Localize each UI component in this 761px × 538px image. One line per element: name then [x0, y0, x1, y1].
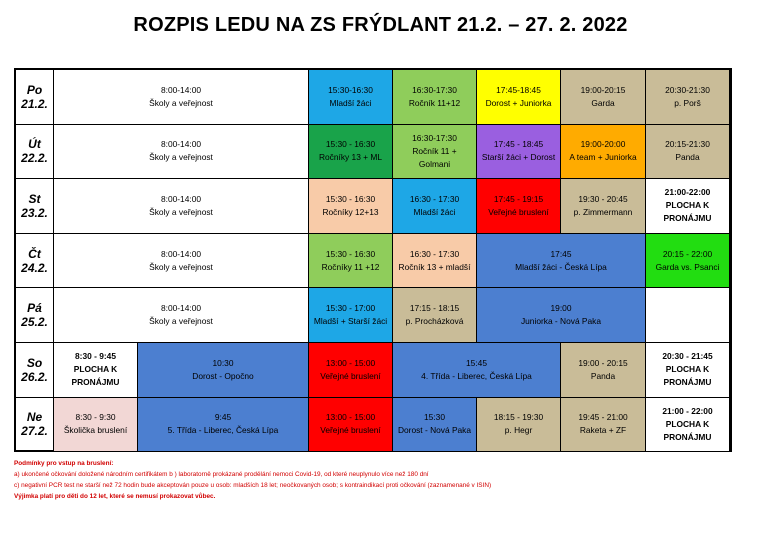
event-label: p. Hegr: [504, 425, 533, 436]
event-time: 19:30 - 20:45: [578, 193, 628, 204]
event-label: 5. Třída - Liberec, Česká Lípa: [167, 425, 279, 436]
day-header: [16, 125, 54, 180]
event-time: 21:00 - 22:00: [662, 405, 713, 416]
event-label-line2: PRONÁJMU: [663, 377, 712, 388]
event-label: Školy a veřejnost: [149, 97, 213, 108]
event-cell: [646, 398, 730, 453]
event-label: Školy a veřejnost: [149, 316, 213, 327]
event-label: PLOCHA K: [665, 364, 710, 375]
event-time: 17:45: [550, 248, 572, 259]
event-label: Mladší žáci - Česká Lípa: [515, 261, 607, 272]
event-cell: [646, 70, 730, 125]
notes-line-1: a) ukončené očkování doložené národním certifikátem b ) laboratorně prokázané prodělání nemoci Covid-19, od které neuplynulo více než 180 dní: [14, 471, 429, 478]
schedule-grid: [14, 68, 732, 452]
event-label: PLOCHA K: [665, 200, 710, 211]
event-label: Veřejné bruslení: [320, 425, 381, 436]
event-time: 8:00-14:00: [160, 193, 202, 204]
event-time: 21:00-22:00: [664, 187, 711, 198]
event-cell: [393, 234, 477, 289]
event-time: 20:15 - 22:00: [662, 248, 713, 259]
event-cell: [561, 125, 646, 180]
event-cell: [393, 343, 561, 398]
event-cell: [561, 398, 646, 453]
event-cell: [393, 179, 477, 234]
event-cell: [393, 70, 477, 125]
day-date: 25.2.: [21, 315, 48, 330]
event-time: 8:30 - 9:30: [75, 412, 116, 423]
event-label: Mladší + Starší žáci: [313, 316, 388, 327]
event-time: 16:30-17:30: [412, 132, 457, 143]
event-time: 8:30 - 9:45: [75, 351, 116, 362]
event-cell: [477, 125, 561, 180]
event-time: 15:30 - 16:30: [325, 193, 376, 204]
event-cell: [54, 125, 309, 180]
event-time: 13:00 - 15:00: [325, 412, 376, 423]
event-label: Školy a veřejnost: [149, 152, 213, 163]
event-time: 17:45 - 18:45: [493, 139, 544, 150]
event-label: Panda: [590, 370, 616, 381]
day-name: Út: [28, 137, 41, 152]
event-label: Starší žáci + Dorost: [481, 152, 556, 163]
event-label: p. Procházková: [405, 316, 464, 327]
event-time: 15:45: [466, 357, 487, 368]
event-label-line2: PRONÁJMU: [663, 213, 712, 224]
event-label: Dorost + Juniorka: [485, 97, 552, 108]
event-cell: [309, 179, 393, 234]
event-label: Panda: [675, 152, 700, 163]
day-date: 22.2.: [21, 151, 48, 166]
event-label: Školy a veřejnost: [149, 206, 213, 217]
day-header: [16, 70, 54, 125]
event-time: 16:30-17:30: [412, 84, 457, 95]
day-name: So: [26, 355, 43, 370]
conditions-notes: [14, 458, 744, 502]
event-cell: [54, 343, 138, 398]
event-cell: [138, 343, 309, 398]
event-time: 17:45-18:45: [496, 84, 541, 95]
event-label: Dorost - Opočno: [192, 370, 254, 381]
event-cell: [138, 398, 309, 453]
event-label: Ročník 11 +: [412, 145, 457, 156]
event-cell: [309, 398, 393, 453]
event-label: Juniorka - Nová Paka: [520, 316, 602, 327]
event-label: 4. Třída - Liberec, Česká Lípa: [421, 370, 532, 381]
event-cell: [477, 234, 646, 289]
event-time: 15:30 - 16:30: [325, 139, 376, 150]
event-time: 15:30-16:30: [328, 84, 373, 95]
event-time: 8:00-14:00: [160, 84, 202, 95]
event-time: 16:30 - 17:30: [409, 248, 460, 259]
event-time: 8:00-14:00: [160, 248, 202, 259]
event-time: 15:30 - 17:00: [325, 303, 376, 314]
day-date: 23.2.: [21, 205, 48, 220]
event-cell: [54, 234, 309, 289]
event-cell: [477, 398, 561, 453]
day-date: 24.2.: [21, 260, 48, 275]
event-cell: [477, 70, 561, 125]
event-cell: [393, 398, 477, 453]
event-time: 20:30 - 21:45: [662, 351, 713, 362]
notes-heading: Podmínky pro vstup na bruslení:: [14, 460, 114, 467]
event-label: Raketa + ZF: [579, 425, 627, 436]
event-cell: [54, 179, 309, 234]
day-date: 21.2.: [21, 96, 48, 111]
event-time: 17:45 - 19:15: [493, 193, 544, 204]
event-cell: [393, 288, 477, 343]
event-label: p. Zimmermann: [573, 206, 633, 217]
event-label: Školy a veřejnost: [149, 261, 213, 272]
notes-line-3: Výjimka platí pro děti do 12 let, které se nemusí prokazovat vůbec.: [14, 493, 216, 500]
event-label: Školička bruslení: [63, 425, 128, 436]
event-label: Ročník 11+12: [408, 97, 461, 108]
event-label: Garda vs. Psanci: [655, 261, 720, 272]
day-name: Ne: [26, 410, 43, 425]
day-header: [16, 398, 54, 453]
event-cell: [646, 234, 730, 289]
event-label: Ročníky 12+13: [322, 206, 379, 217]
event-label: Ročník 13 + mladší: [398, 261, 471, 272]
event-time: 19:00-20:00: [580, 139, 626, 150]
event-label: Mladší žáci: [329, 97, 372, 108]
event-cell: [54, 398, 138, 453]
event-time: 18:15 - 19:30: [493, 412, 544, 423]
event-time: 20:30-21:30: [665, 84, 710, 95]
event-label: Mladší žáci: [413, 206, 456, 217]
event-time: 19:00: [550, 303, 572, 314]
event-cell: [309, 343, 393, 398]
day-header: [16, 343, 54, 398]
day-date: 26.2.: [21, 369, 48, 384]
event-label: PLOCHA K: [73, 364, 118, 375]
day-name: Pá: [27, 301, 42, 316]
day-header: [16, 179, 54, 234]
day-name: St: [28, 191, 41, 206]
event-label: Ročníky 13 + ML: [318, 152, 383, 163]
day-name: Po: [26, 82, 43, 97]
day-header: [16, 288, 54, 343]
notes-line-2: c) negativní PCR test ne starší než 72 hodin bude akceptován pouze u osob: mladších 18 let; neočkovaných osob; s kontraindikací proti očkování (zaznamenané v ISIN): [14, 482, 492, 489]
event-cell: [561, 179, 646, 234]
event-label: Dorost - Nová Paka: [397, 425, 472, 436]
event-cell: [309, 70, 393, 125]
page-title: ROZPIS LEDU NA ZS FRÝDLANT 21.2. – 27. 2. 2022: [133, 14, 628, 36]
event-label: Ročníky 11 +12: [321, 261, 380, 272]
event-cell: [646, 343, 730, 398]
event-cell: [477, 288, 646, 343]
event-time: 9:45: [214, 412, 232, 423]
event-label-line2: Golmani: [418, 158, 451, 169]
event-cell: [309, 234, 393, 289]
event-time: 16:30 - 17:30: [409, 193, 460, 204]
event-time: 19:00 - 20:15: [578, 357, 628, 368]
event-cell: [646, 125, 730, 180]
event-time: 15:30: [424, 412, 445, 423]
event-cell: [561, 343, 646, 398]
event-label: Veřejné bruslení: [320, 370, 381, 381]
event-label: A team + Juniorka: [569, 152, 637, 163]
event-time: 15:30 - 16:30: [325, 248, 376, 259]
day-header: [16, 234, 54, 289]
event-time: 8:00-14:00: [160, 303, 202, 314]
event-cell: [393, 125, 477, 180]
event-time: 8:00-14:00: [160, 139, 202, 150]
event-time: 10:30: [212, 357, 234, 368]
event-cell: [477, 179, 561, 234]
event-cell: [646, 288, 730, 343]
event-cell: [54, 70, 309, 125]
event-label: p. Porš: [674, 97, 701, 108]
event-time: 19:00-20:15: [580, 84, 626, 95]
event-cell: [309, 125, 393, 180]
event-time: 17:15 - 18:15: [409, 303, 460, 314]
event-cell: [309, 288, 393, 343]
event-time: 13:00 - 15:00: [325, 357, 376, 368]
day-date: 27.2.: [21, 424, 48, 439]
event-cell: [561, 70, 646, 125]
day-name: Čt: [28, 246, 41, 261]
event-label-line2: PRONÁJMU: [71, 377, 120, 388]
event-label: PLOCHA K: [665, 418, 710, 429]
event-time: 20:15-21:30: [665, 139, 710, 150]
event-label: Garda: [591, 97, 615, 108]
event-time: 19:45 - 21:00: [578, 412, 628, 423]
event-cell: [646, 179, 730, 234]
event-cell: [54, 288, 309, 343]
event-label: Veřejné bruslení: [488, 206, 549, 217]
event-label-line2: PRONÁJMU: [663, 431, 712, 442]
